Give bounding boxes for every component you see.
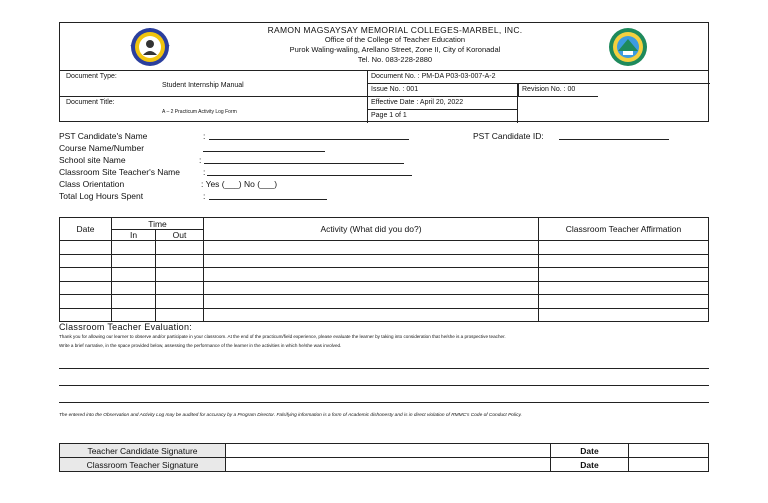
candidate-signature-label: Teacher Candidate Signature xyxy=(60,444,226,458)
candidate-signature-field[interactable] xyxy=(226,444,551,458)
document-title-label: Document Title: xyxy=(66,99,115,106)
table-row[interactable] xyxy=(60,281,709,295)
activity-header: Activity (What did you do?) xyxy=(204,218,539,241)
document-type-label: Document Type: xyxy=(66,73,117,80)
table-cell[interactable] xyxy=(112,268,156,282)
office-name: Office of the College of Teacher Education xyxy=(324,35,466,44)
table-row[interactable] xyxy=(60,295,709,309)
college-seal-icon xyxy=(130,27,170,67)
table-cell[interactable] xyxy=(156,268,204,282)
table-cell[interactable] xyxy=(112,281,156,295)
table-cell[interactable] xyxy=(60,254,112,268)
table-cell[interactable] xyxy=(60,308,112,322)
time-header: Time xyxy=(112,218,204,230)
document-type-cell xyxy=(60,71,367,97)
document-info-left xyxy=(60,71,368,123)
table-cell[interactable] xyxy=(112,295,156,309)
candidate-date-label: Date xyxy=(551,444,629,458)
table-cell[interactable] xyxy=(60,281,112,295)
page-number: Page 1 of 1 xyxy=(368,110,518,123)
table-cell[interactable] xyxy=(539,241,709,255)
table-cell[interactable] xyxy=(156,308,204,322)
table-cell[interactable] xyxy=(539,254,709,268)
affirmation-header: Classroom Teacher Affirmation xyxy=(539,218,709,241)
header-text xyxy=(210,25,580,65)
table-cell[interactable] xyxy=(60,268,112,282)
audit-notice: The entered into the Observation and Activity Log may be audited for accuracy by a Program Director. Falsifying information is a form of Academic dishonesty and is in direct violation of RMMC's Code of Conduct Policy. xyxy=(59,413,522,418)
evaluation-title: Classroom Teacher Evaluation: xyxy=(59,322,193,332)
table-header-row xyxy=(60,218,709,230)
table-cell[interactable] xyxy=(156,281,204,295)
evaluation-instructions-2: Write a brief narrative, in the space provided below, assessing the performance of the learner in the activities in which he/she was involved. xyxy=(59,343,342,348)
evaluation-section xyxy=(59,322,709,350)
table-cell[interactable] xyxy=(539,268,709,282)
date-header: Date xyxy=(60,218,112,241)
school-label: School site Name xyxy=(59,155,126,165)
colon: : xyxy=(203,191,206,201)
org-name: RAMON MAGSAYSAY MEMORIAL COLLEGES-MARBEL, INC. xyxy=(267,25,523,35)
time-in-header: In xyxy=(112,230,156,241)
candidate-name-label: PST Candidate's Name xyxy=(59,131,148,141)
time-out-header: Out xyxy=(156,230,204,241)
course-label: Course Name/Number xyxy=(59,143,145,153)
table-cell[interactable] xyxy=(539,281,709,295)
table-cell[interactable] xyxy=(60,241,112,255)
table-cell[interactable] xyxy=(204,281,539,295)
activity-log-table xyxy=(59,217,709,322)
evaluation-line[interactable] xyxy=(59,385,709,386)
evaluation-line[interactable] xyxy=(59,368,709,369)
school-field[interactable] xyxy=(204,155,404,164)
document-header xyxy=(59,22,709,122)
table-cell[interactable] xyxy=(204,308,539,322)
table-cell[interactable] xyxy=(204,254,539,268)
document-type-value: Student Internship Manual xyxy=(162,82,244,89)
table-cell[interactable] xyxy=(156,295,204,309)
document-number: Document No. : PM-DA P03-03-007-A-2 xyxy=(368,71,710,84)
header-title-row xyxy=(60,23,708,71)
evaluation-instructions-1: Thank you for allowing our learner to observe and/or participate in your classroom. At the end of the practicum/field experience, please evaluate the learner by taking into consideration that he/she is a prospective teacher. xyxy=(59,334,506,339)
teacher-signature-row xyxy=(60,458,709,472)
table-cell[interactable] xyxy=(156,241,204,255)
table-cell[interactable] xyxy=(204,241,539,255)
colon: : xyxy=(203,167,206,177)
table-cell[interactable] xyxy=(112,241,156,255)
candidate-name-field[interactable] xyxy=(209,131,409,140)
colon: : xyxy=(203,131,206,141)
telephone: Tel. No. 083-228-2880 xyxy=(357,55,433,64)
address: Purok Waling-waling, Arellano Street, Zone II, City of Koronadal xyxy=(289,45,501,54)
table-row[interactable] xyxy=(60,241,709,255)
document-info-right xyxy=(368,71,710,123)
table-cell[interactable] xyxy=(539,295,709,309)
candidate-signature-row xyxy=(60,444,709,458)
teacher-date-label: Date xyxy=(551,458,629,472)
colon: : xyxy=(199,155,202,165)
candidate-id-field[interactable] xyxy=(559,131,669,140)
orientation-label: Class Orientation xyxy=(59,179,125,189)
teacher-date-field[interactable] xyxy=(629,458,709,472)
table-cell[interactable] xyxy=(204,295,539,309)
document-title-value: A – 2 Practicum Activity Log Form xyxy=(162,109,237,115)
table-row[interactable] xyxy=(60,254,709,268)
teacher-signature-label: Classroom Teacher Signature xyxy=(60,458,226,472)
table-cell[interactable] xyxy=(539,308,709,322)
teacher-field[interactable] xyxy=(207,167,412,176)
issue-number: Issue No. : 001 xyxy=(368,84,518,97)
course-field[interactable] xyxy=(203,143,325,152)
signature-table xyxy=(59,443,709,472)
table-cell[interactable] xyxy=(156,254,204,268)
table-cell[interactable] xyxy=(60,295,112,309)
effective-date: Effective Date : April 20, 2022 xyxy=(368,97,518,110)
teacher-label: Classroom Site Teacher's Name xyxy=(59,167,180,177)
hours-label: Total Log Hours Spent xyxy=(59,191,144,201)
teacher-education-seal-icon xyxy=(608,27,648,67)
table-cell[interactable] xyxy=(112,254,156,268)
hours-field[interactable] xyxy=(209,191,327,200)
table-cell[interactable] xyxy=(112,308,156,322)
teacher-signature-field[interactable] xyxy=(226,458,551,472)
candidate-id-label: PST Candidate ID: xyxy=(473,131,544,141)
candidate-date-field[interactable] xyxy=(629,444,709,458)
evaluation-line[interactable] xyxy=(59,402,709,403)
revision-number: Revision No. : 00 xyxy=(518,84,598,97)
table-cell[interactable] xyxy=(204,268,539,282)
table-row[interactable] xyxy=(60,308,709,322)
orientation-options[interactable]: : Yes (___) No (___) xyxy=(201,179,278,189)
table-row[interactable] xyxy=(60,268,709,282)
